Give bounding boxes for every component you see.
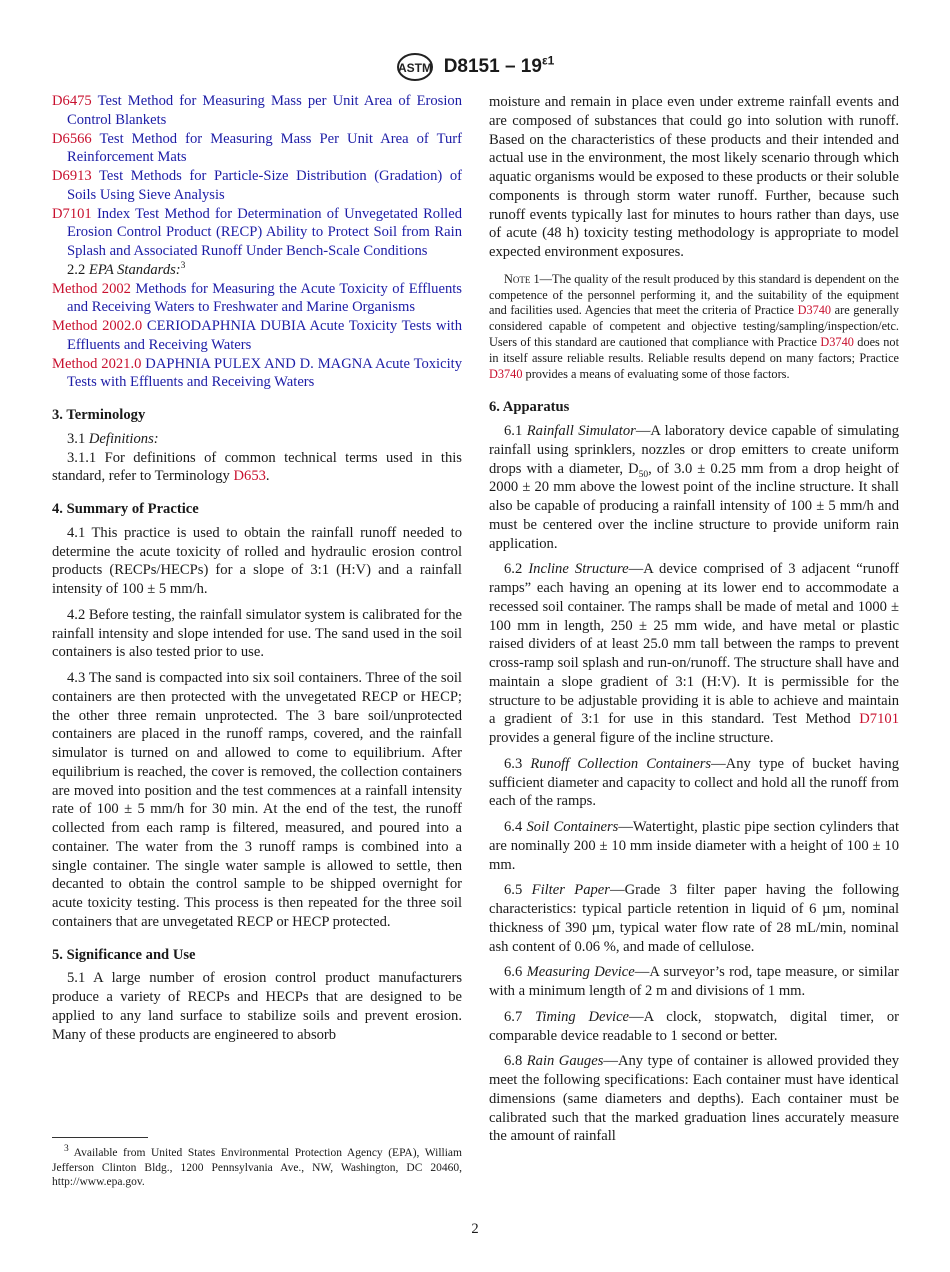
text: 4.2 Before testing, the rainfall simulator system is calibrated for the rainfall intensity and slope intended for use. The sand used in the soil containers is also tested prior to use.: [52, 606, 462, 661]
text: 6.5: [504, 882, 532, 899]
text: 3.1: [67, 430, 89, 447]
text: —Watertight, plastic pipe section cylinders that are nominally 200 ± 10 mm inside diameter with a height of 100 ± 10 mm.: [489, 819, 900, 873]
text: 6.6: [504, 964, 527, 981]
paragraph: [489, 93, 899, 262]
standard-title-link[interactable]: Test Methods for Particle-Size Distribution (Gradation) of Soils Using Sieve Analysis: [67, 168, 462, 203]
text: Soil Containers: [526, 819, 619, 836]
paragraph: [489, 560, 899, 748]
standard-link[interactable]: Method 2002: [52, 280, 131, 297]
standard-link[interactable]: D6475: [52, 93, 92, 109]
reference-entry: [52, 280, 462, 318]
paragraph: [489, 963, 899, 1001]
text: are generally considered capable of competent and objective testing/sampling/inspection/etc. Users of this standard are cautioned that compliance with Practice: [489, 303, 899, 349]
reference-entry: [52, 92, 462, 130]
standard-link[interactable]: D6913: [52, 168, 92, 184]
reference-entry: [52, 130, 462, 168]
paragraph: [489, 1008, 899, 1046]
section-heading: [52, 946, 462, 965]
text: —A clock, stopwatch, digital timer, or comparable device readable to 1 second or better.: [489, 1008, 900, 1044]
text: 6. Apparatus: [489, 399, 570, 416]
text: 3.1.1 For definitions of common technical terms used in this standard, refer to Terminology: [52, 449, 462, 485]
text: 6.4: [504, 819, 527, 836]
reference-entry: [52, 167, 462, 205]
standard-title-link[interactable]: DAPHNIA PULEX AND D. MAGNA Acute Toxicity Tests with Effluents and Receiving Waters: [67, 355, 462, 391]
section-heading: [489, 398, 899, 417]
text: Incline Structure: [528, 561, 629, 578]
section-heading: [52, 406, 462, 425]
text: 4.1 This practice is used to obtain the rainfall runoff needed to determine the acute toxicity of rolled and hydraulic erosion control products (RECPs/HECPs) for a slope of 3:1 (H:V) and a rainfall intensity of 100 ± 5 mm/h.: [52, 524, 462, 597]
standard-link[interactable]: D3740: [797, 303, 832, 318]
standard-link[interactable]: D3740: [820, 334, 854, 349]
right-column: [489, 93, 899, 1153]
astm-logo-icon: [396, 52, 434, 82]
text: Note: [504, 271, 531, 286]
reference-entry: [52, 205, 462, 261]
text: does not in itself assure reliable results. Reliable results depend on many factors; Practice: [489, 334, 899, 365]
text: —Any type of bucket having sufficient diameter and capacity to collect and hold all the runoff from each of the ramps.: [489, 755, 899, 810]
standard-title-link[interactable]: CERIODAPHNIA DUBIA Acute Toxicity Tests with Effluents and Receiving Waters: [67, 318, 462, 353]
text: —A laboratory device capable of simulating rainfall using sprinklers, nozzles or drop emitters to create uniform drops with a diameter, D: [489, 423, 899, 477]
standard-link[interactable]: D7101: [859, 711, 899, 728]
standard-link[interactable]: D653: [233, 468, 266, 485]
text: Timing Device: [535, 1008, 630, 1025]
text: 4.3 The sand is compacted into six soil containers. Three of the soil containers are then protected with the unvegetated RECP or HECP; the other three remain unprotected. The 3 bare soil/unprotected containers are placed in the runoff ramps, covered, and the rainfall simulator is turned on and allowed to come to equilibrium. After equilibrium is reached, the cover is removed, the collection containers are moved into position and the test commences at a rainfall intensity rate of 100 ± 5 mm/h for 30 min. At the end of the test, the runoff collected from each ramp is filtered, measured, and poured into a container. The water from the 3 runoff ramps is combined into a single container. The single water sample is allowed to settle, then decanted to obtain the control sample to be shipped overnight for acute toxicity testing. This process is then repeated for the three soil containers that are unvegetated RECP or HECP protected.: [52, 670, 462, 930]
section-heading: [52, 500, 462, 519]
text: Measuring Device: [526, 964, 635, 981]
text: 6.1: [504, 423, 527, 440]
paragraph: [489, 1052, 899, 1146]
standard-title-link[interactable]: Index Test Method for Determination of Unvegetated Rolled Erosion Control Product (RECP) Ability to Protect Soil from Rain Splash and Associated Runoff Under Bench-Scale Conditions: [67, 205, 462, 259]
standard-title-link[interactable]: Methods for Measuring the Acute Toxicity of Effluents and Receiving Waters to Freshwater and Marine Organisms: [67, 280, 462, 316]
standard-designation: $D8151 - 19^{\varepsilon 1}$: [443, 53, 555, 77]
text: Runoff Collection Containers: [530, 755, 712, 772]
text: 3. Terminology: [52, 407, 146, 423]
text: —A surveyor’s rod, tape measure, or similar with a minimum length of 2 m and divisions of 1 mm.: [489, 964, 899, 1000]
text: provides a means of evaluating some of those factors.: [522, 366, 790, 381]
text: 5. Significance and Use: [52, 946, 196, 963]
paragraph: [52, 606, 462, 662]
text: 5.1 A large number of erosion control product manufacturers produce a variety of RECPs and HECPs that are designed to be applied to any land surface to stabilize soils and prevent erosion. Many of these products are engineered to absorb: [52, 970, 462, 1043]
standard-title-link[interactable]: Test Method for Measuring Mass Per Unit Area of Turf Reinforcement Mats: [67, 130, 462, 166]
text: —Any type of container is allowed provided they meet the following specifications: Each container must have identical dimensions (same diameters and depths). Each container must be calibrated such that the marked graduation lines accurately measure the amount of rainfall: [489, 1053, 899, 1145]
text: 6.3: [504, 755, 531, 772]
reference-entry: [52, 317, 462, 355]
standard-link[interactable]: D6566: [52, 130, 92, 147]
text: Definitions:: [88, 430, 159, 447]
paragraph: [489, 755, 899, 811]
text: 6.7: [504, 1008, 536, 1025]
standard-title-link[interactable]: Test Method for Measuring Mass per Unit Area of Erosion Control Blankets: [67, 93, 462, 128]
text: EPA Standards:: [88, 261, 181, 278]
standard-link[interactable]: D3740: [489, 366, 523, 381]
page-number: 2: [471, 1221, 479, 1237]
paragraph: [489, 881, 899, 956]
left-column: [52, 92, 462, 1051]
standard-link[interactable]: Method 2002.0: [52, 318, 143, 334]
text: 2.2: [67, 261, 89, 278]
paragraph: [52, 430, 462, 449]
text: Rainfall Simulator: [526, 423, 636, 440]
paragraph: [52, 524, 462, 599]
note: [489, 272, 899, 383]
text: , of 3.0 ± 0.25 mm from a drop height of 2000 ± 20 mm above the lowest point of the incline structure. It shall also be capable of producing a rainfall intensity of 100 ± 5 mm/h and must be centered over the incline structure to provide uniform rain application.: [489, 460, 899, 552]
text: Rain Gauges: [526, 1053, 604, 1070]
reference-entry: [52, 355, 462, 393]
svg-text:ASTM: ASTM: [397, 61, 432, 75]
text: .: [265, 468, 270, 485]
text: 6.8: [504, 1053, 527, 1070]
paragraph: [52, 669, 462, 932]
text: —Grade 3 filter paper having the following characteristics: typical particle retention in liquid of 6 µm, nominal thickness of 390 µm, typical water flow rate of 28 mL/min, nominal ash content of 0.06 %, and made of cellulose.: [489, 882, 900, 955]
text: 3: [180, 260, 186, 271]
footnote-rule: [52, 1137, 148, 1138]
paragraph: [52, 969, 462, 1044]
paragraph: [489, 422, 899, 553]
text: moisture and remain in place even under extreme rainfall events and are composed of substances that could go into solution with runoff. Based on the characteristics of these products and their intended and actual use in the environment, the most likely scenario through which aquatic organisms would be exposed to these products or their soluble components is through storm water runoff. Further, because such runoff events typically last for minutes to hours rather than days, use of acute (48 h) toxicity testing methodology is appropriate to model expected environment exposures.: [489, 94, 899, 260]
paragraph: [52, 261, 462, 280]
standard-link[interactable]: Method 2021.0: [52, 355, 142, 372]
paragraph: [52, 449, 462, 487]
page-header: [0, 52, 950, 82]
text: provides a general figure of the incline structure.: [489, 730, 774, 747]
text: 4. Summary of Practice: [52, 501, 199, 517]
footnote: $^3$ Available from United States Environmental Protection Agency (EPA), William Jefferson Clinton Bldg., 1200 Pennsylvania Ave., NW, Washington, DC 20460, http://www.epa.gov.: [52, 1144, 462, 1189]
text: Filter Paper: [531, 882, 610, 899]
paragraph: [489, 818, 899, 874]
text: —A device comprised of 3 adjacent “runoff ramps” each having an opening at its lower end to accommodate a recessed soil container. The ramps shall be made of metal and 1000 ± 100 mm in length, 250 ± 25 mm wide, and have metal or plastic raised dividers of at least 25.0 mm tall between the ramps to prevent cross-ramp soil splash and run-on/runoff. The structure shall have and maintain a slope gradient of 3:1 (H:V). It is permissible for the structure to be adjustable providing it is able to achieve and maintain a gradient of 3:1 for use in this standard. Test Method: [489, 561, 899, 728]
text: 6.2: [504, 561, 529, 578]
standard-link[interactable]: D7101: [52, 205, 92, 222]
text: 1—The quality of the result produced by this standard is dependent on the competence of the personnel performing it, and the suitability of the equipment and facilities used. Agencies that meet the criteria of Practice: [489, 271, 899, 318]
text: 50: [638, 469, 649, 480]
